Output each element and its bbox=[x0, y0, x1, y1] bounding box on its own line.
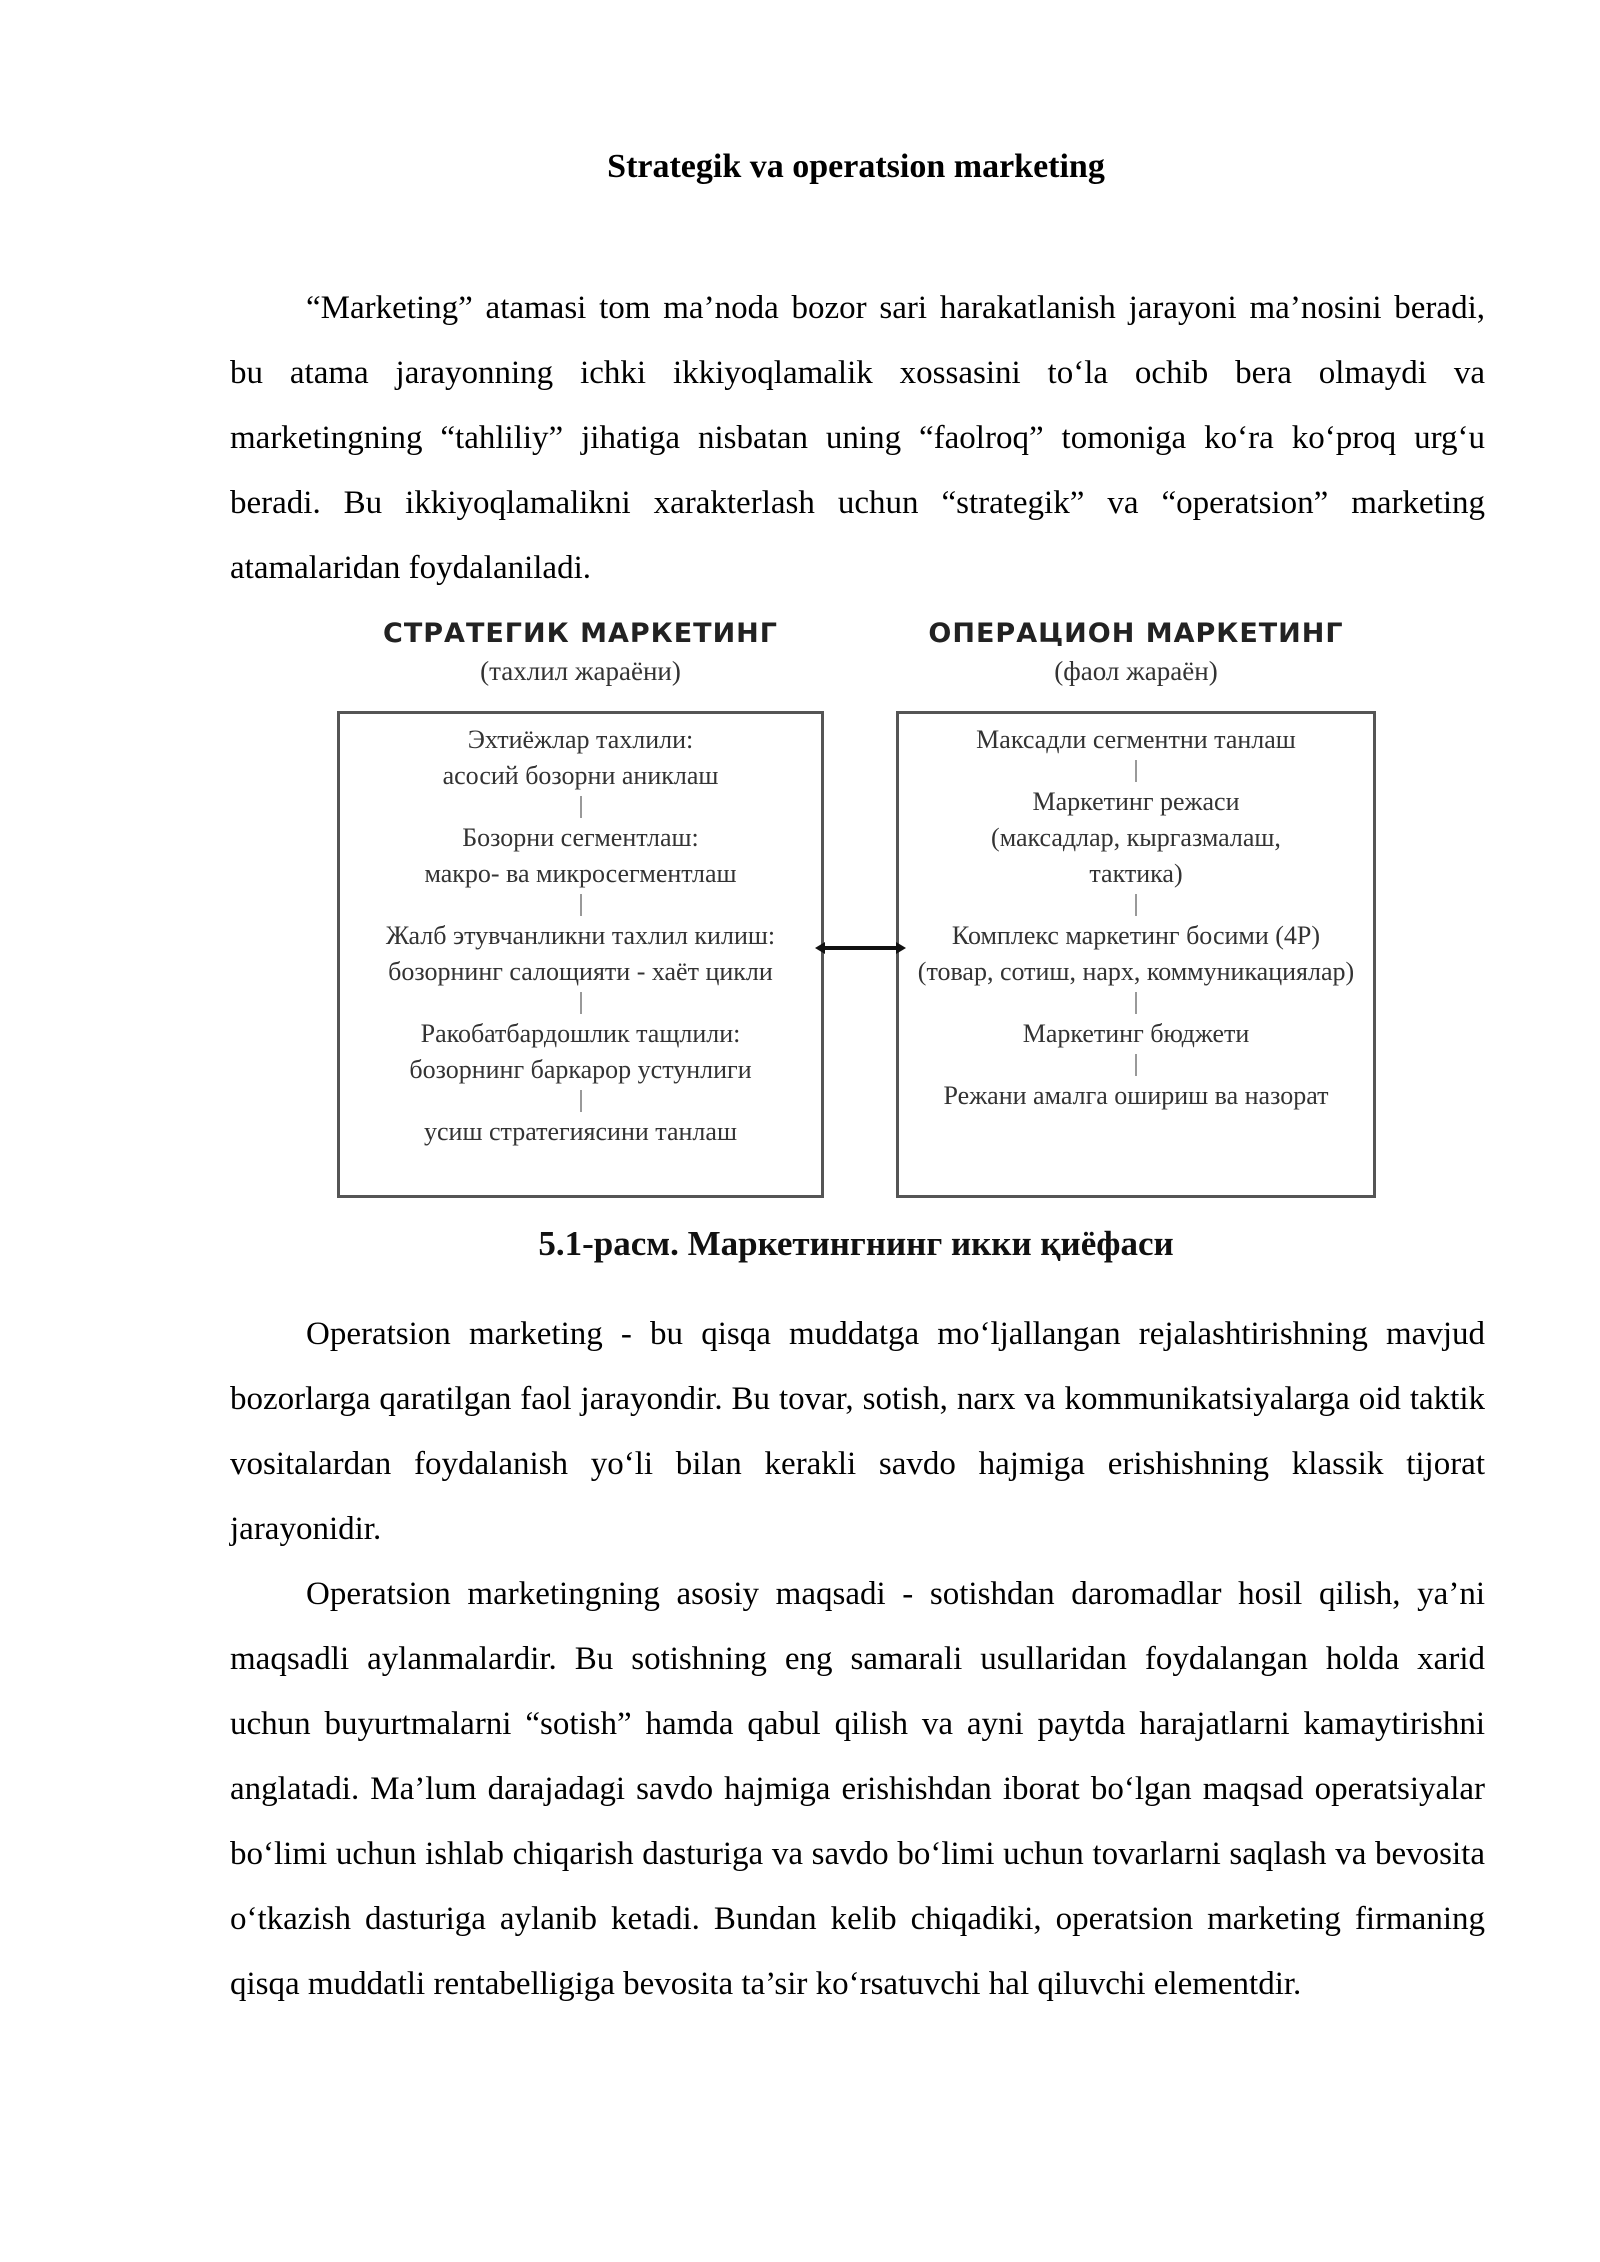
page-title: Strategik va operatsion marketing bbox=[607, 148, 1105, 185]
strategic-item-line: асосий бозорни аниклаш bbox=[442, 761, 719, 790]
strategic-item-line: бозорнинг баркарор устунлиги bbox=[409, 1055, 752, 1084]
intro-paragraph: “Marketing” atamasi tom ma’noda bozor sari harakatlanish jarayoni ma’nosini beradi, bu atama jarayonning ichki ikkiyoqlamalik xossasini to‘la ochib bera olmaydi va marketingning “tahliliy” jihatiga nisbatan uning “faolroq” tomoniga ko‘ra ko‘proq urg‘u beradi. Bu ikkiyoqlamalikni xarakterlash uchun “strategik” va “operatsion” marketing atamalaridan foydalaniladi. bbox=[230, 290, 1485, 586]
strategic-item-line: макро- ва микросегментлаш bbox=[424, 859, 737, 888]
strategic-item-line: бозорнинг салощияти - хаёт цикли bbox=[388, 957, 773, 986]
paragraph-operational-definition: Operatsion marketing - bu qisqa muddatga mo‘ljallangan rejalashtirishning mavjud bozorlarga qaratilgan faol jarayondir. Bu tovar, sotish, narx va kommunikatsiyalarga oid taktik vositalardan foydalanish yo‘li bilan kerakli savdo hajmiga erishishning klassik tijorat jarayonidir. bbox=[230, 1316, 1485, 1547]
strategic-separator bbox=[580, 894, 582, 916]
operational-item-line: Маркетинг бюджети bbox=[1022, 1019, 1250, 1048]
strategic-item-line: усиш стратегиясини танлаш bbox=[424, 1117, 737, 1146]
double-arrow-connector bbox=[815, 940, 906, 956]
operational-separator bbox=[1135, 760, 1137, 782]
operational-separator bbox=[1135, 1054, 1137, 1076]
strategic-marketing-box bbox=[337, 711, 824, 1198]
strategic-item-line: Жалб этувчанликни тахлил килиш: bbox=[385, 921, 776, 950]
operational-item-line: Максадли сегментни танлаш bbox=[976, 725, 1296, 754]
operational-marketing-box bbox=[896, 711, 1376, 1198]
strategic-separator bbox=[580, 1090, 582, 1112]
operational-item-line: (товар, сотиш, нарх, коммуникациялар) bbox=[917, 957, 1355, 986]
operational-heading: ОПЕРАЦИОН МАРКЕТИНГ bbox=[928, 618, 1344, 649]
body-text bbox=[230, 1302, 1485, 2017]
operational-item-line: Комплекс маркетинг босими (4Р) bbox=[951, 921, 1321, 950]
operational-item-line: тактика) bbox=[1089, 859, 1183, 888]
intro-text bbox=[230, 276, 1485, 601]
strategic-separator bbox=[580, 796, 582, 818]
operational-separator bbox=[1135, 894, 1137, 916]
strategic-item-line: Эхтиёжлар тахлили: bbox=[467, 725, 694, 754]
figure-caption: 5.1-расм. Маркетингнинг икки қиёфаси bbox=[538, 1224, 1174, 1263]
operational-item-line: (максадлар, кыргазмалаш, bbox=[991, 823, 1281, 852]
paragraph-operational-goal: Operatsion marketingning asosiy maqsadi - sotishdan daromadlar hosil qilish, ya’ni maqsadli aylanmalardir. Bu sotishning eng samarali usullaridan foydalangan holda xarid uchun buyurtmalarni “sotish” hamda qabul qilish va ayni paytda harajatlarni kamaytirishni anglatadi. Ma’lum darajadagi savdo hajmiga erishishdan iborat bo‘lgan maqsad operatsiyalar bo‘limi uchun ishlab chiqarish dasturiga va savdo bo‘limi uchun tovarlarni saqlash va bevosita o‘tkazish dasturiga aylanib ketadi. Bundan kelib chiqadiki, operatsion marketing firmaning qisqa muddatli rentabelligiga bevosita ta’sir ko‘rsatuvchi hal qiluvchi elementdir. bbox=[230, 1576, 1485, 2002]
strategic-heading: СТРАТЕГИК МАРКЕТИНГ bbox=[383, 618, 778, 649]
operational-subheading: (фаол жараён) bbox=[1054, 656, 1218, 686]
operational-separator bbox=[1135, 992, 1137, 1014]
strategic-separator bbox=[580, 992, 582, 1014]
strategic-subheading: (тахлил жараёни) bbox=[480, 656, 681, 686]
operational-item-line: Режани амалга ошириш ва назорат bbox=[943, 1081, 1329, 1110]
strategic-item-line: Ракобатбардошлик тащлили: bbox=[420, 1019, 741, 1048]
operational-item-line: Маркетинг режаси bbox=[1032, 787, 1240, 816]
strategic-item-line: Бозорни сегментлаш: bbox=[462, 823, 699, 852]
